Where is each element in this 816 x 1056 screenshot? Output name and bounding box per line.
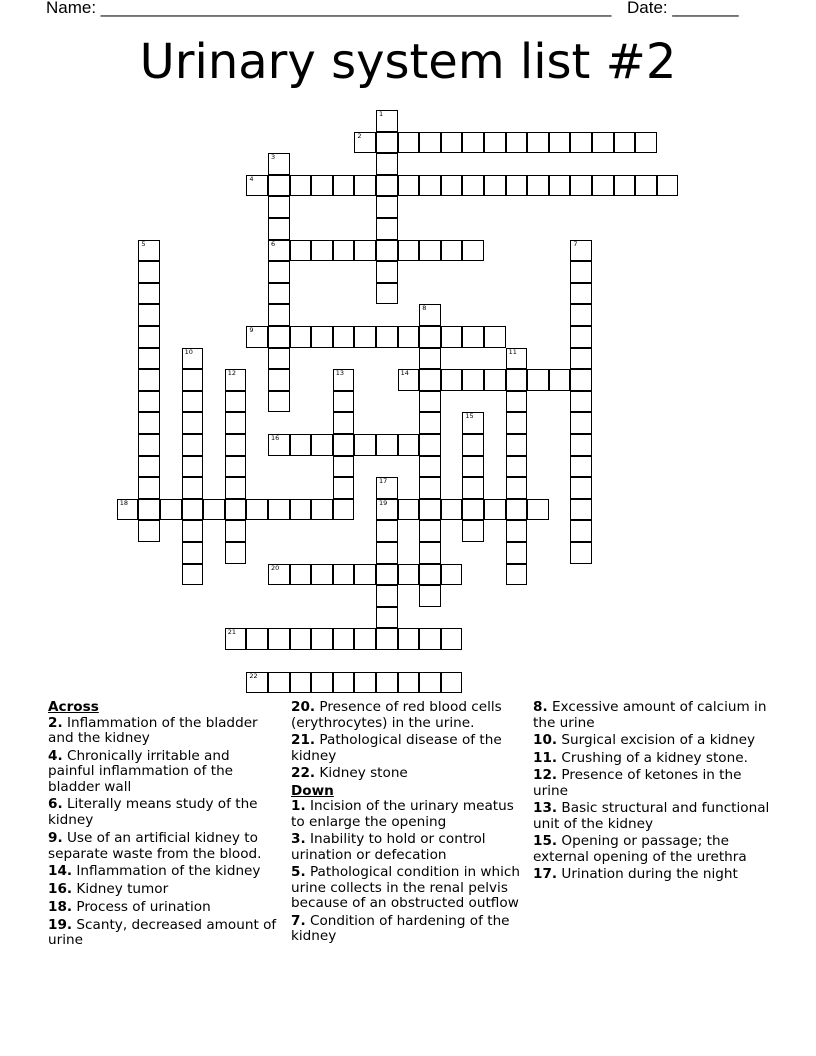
crossword-cell[interactable] bbox=[225, 499, 247, 521]
across-clue: 16. Kidney tumor bbox=[48, 880, 169, 897]
page-title: Urinary system list #2 bbox=[139, 34, 677, 90]
crossword-cell[interactable] bbox=[419, 477, 441, 499]
crossword-cell[interactable] bbox=[182, 369, 204, 391]
crossword-cell[interactable] bbox=[225, 456, 247, 478]
crossword-cell[interactable] bbox=[376, 175, 398, 197]
crossword-cell[interactable] bbox=[462, 477, 484, 499]
crossword-cell[interactable] bbox=[225, 391, 247, 413]
crossword-cell[interactable] bbox=[268, 672, 290, 694]
crossword-cell[interactable] bbox=[333, 326, 355, 348]
crossword-cell[interactable] bbox=[441, 369, 463, 391]
crossword-cell[interactable] bbox=[333, 369, 355, 391]
crossword-cell[interactable] bbox=[506, 499, 528, 521]
crossword-cell[interactable] bbox=[268, 369, 290, 391]
crossword-cell[interactable] bbox=[419, 628, 441, 650]
crossword-cell[interactable] bbox=[570, 391, 592, 413]
crossword-cell[interactable] bbox=[117, 499, 139, 521]
crossword-cell[interactable] bbox=[376, 283, 398, 305]
crossword-cell[interactable] bbox=[419, 132, 441, 154]
crossword-cell[interactable] bbox=[506, 175, 528, 197]
crossword-cell[interactable] bbox=[182, 456, 204, 478]
crossword-cell[interactable] bbox=[376, 153, 398, 175]
crossword-cell[interactable] bbox=[333, 434, 355, 456]
clue-number: 17 bbox=[379, 477, 388, 486]
crossword-cell[interactable] bbox=[268, 196, 290, 218]
crossword-cell[interactable] bbox=[484, 499, 506, 521]
crossword-cell[interactable] bbox=[462, 434, 484, 456]
crossword-cell[interactable] bbox=[376, 542, 398, 564]
crossword-cell[interactable] bbox=[462, 240, 484, 262]
crossword-cell[interactable] bbox=[333, 628, 355, 650]
crossword-cell[interactable] bbox=[506, 477, 528, 499]
crossword-cell[interactable] bbox=[506, 456, 528, 478]
crossword-cell[interactable] bbox=[462, 132, 484, 154]
crossword-cell[interactable] bbox=[462, 499, 484, 521]
crossword-cell[interactable] bbox=[506, 434, 528, 456]
crossword-cell[interactable] bbox=[419, 369, 441, 391]
crossword-cell[interactable] bbox=[268, 304, 290, 326]
clue-number: 8 bbox=[422, 304, 427, 313]
crossword-cell[interactable] bbox=[138, 520, 160, 542]
clue-number: 3 bbox=[271, 153, 276, 162]
clue-number: 6 bbox=[271, 239, 276, 248]
crossword-cell[interactable] bbox=[290, 628, 312, 650]
across-clue: 2. Inflammation of the bladder and the kidney bbox=[48, 714, 258, 746]
clue-number: 22 bbox=[249, 671, 258, 680]
crossword-cell[interactable] bbox=[570, 369, 592, 391]
crossword-cell[interactable] bbox=[311, 240, 333, 262]
crossword-cell[interactable] bbox=[484, 175, 506, 197]
crossword-cell[interactable] bbox=[290, 175, 312, 197]
crossword-cell[interactable] bbox=[333, 175, 355, 197]
crossword-cell[interactable] bbox=[441, 499, 463, 521]
crossword-cell[interactable] bbox=[182, 434, 204, 456]
crossword-cell[interactable] bbox=[225, 477, 247, 499]
crossword-cell[interactable] bbox=[398, 499, 420, 521]
crossword-cell[interactable] bbox=[354, 326, 376, 348]
crossword-cell[interactable] bbox=[419, 304, 441, 326]
clue-number: 15 bbox=[465, 412, 474, 421]
down-clue: 3. Inability to hold or control urination or defecation bbox=[291, 831, 486, 863]
down-heading: Down bbox=[291, 782, 334, 799]
crossword-cell[interactable] bbox=[398, 240, 420, 262]
crossword-cell[interactable] bbox=[462, 412, 484, 434]
crossword-cell[interactable] bbox=[138, 348, 160, 370]
crossword-cell[interactable] bbox=[376, 477, 398, 499]
crossword-cell[interactable] bbox=[138, 456, 160, 478]
crossword-cell[interactable] bbox=[419, 499, 441, 521]
crossword-cell[interactable] bbox=[462, 456, 484, 478]
crossword-cell[interactable] bbox=[570, 175, 592, 197]
crossword-cell[interactable] bbox=[398, 326, 420, 348]
down-clue: 1. Incision of the urinary meatus to enlarge the opening bbox=[291, 798, 514, 830]
crossword-cell[interactable] bbox=[376, 607, 398, 629]
crossword-cell[interactable] bbox=[333, 672, 355, 694]
crossword-cell[interactable] bbox=[506, 520, 528, 542]
crossword-cell[interactable] bbox=[376, 110, 398, 132]
crossword-cell[interactable] bbox=[138, 283, 160, 305]
clue-number: 7 bbox=[573, 239, 578, 248]
across-clue: 14. Inflammation of the kidney bbox=[48, 863, 261, 879]
crossword-cell[interactable] bbox=[398, 369, 420, 391]
down-clue: 17. Urination during the night bbox=[533, 866, 738, 882]
down-clue: 10. Surgical excision of a kidney bbox=[533, 732, 755, 748]
crossword-cell[interactable] bbox=[311, 628, 333, 650]
crossword-cell[interactable] bbox=[484, 132, 506, 154]
crossword-cell[interactable] bbox=[268, 175, 290, 197]
crossword-cell[interactable] bbox=[506, 564, 528, 586]
crossword-cell[interactable] bbox=[311, 499, 333, 521]
clue-number: 16 bbox=[271, 434, 280, 442]
crossword-cell[interactable] bbox=[376, 132, 398, 154]
crossword-cell[interactable] bbox=[268, 628, 290, 650]
crossword-cell[interactable] bbox=[570, 348, 592, 370]
crossword-cell[interactable] bbox=[506, 369, 528, 391]
crossword-cell[interactable] bbox=[268, 218, 290, 240]
crossword-cell[interactable] bbox=[138, 434, 160, 456]
down-clue: 15. Opening or passage; the external opening of the urethra bbox=[533, 833, 747, 865]
crossword-cell[interactable] bbox=[419, 520, 441, 542]
crossword-cell[interactable] bbox=[225, 520, 247, 542]
crossword-cell[interactable] bbox=[549, 132, 571, 154]
crossword-cell[interactable] bbox=[290, 564, 312, 586]
crossword-cell[interactable] bbox=[333, 477, 355, 499]
crossword-cell[interactable] bbox=[354, 175, 376, 197]
crossword-cell[interactable] bbox=[182, 499, 204, 521]
down-clue: 11. Crushing of a kidney stone. bbox=[533, 749, 748, 766]
crossword-cell[interactable] bbox=[441, 628, 463, 650]
crossword-cell[interactable] bbox=[354, 628, 376, 650]
crossword-cell[interactable] bbox=[419, 240, 441, 262]
down-clue: 5. Pathological condition in which urine collects in the renal pelvis because of an obstructed outflow bbox=[291, 864, 521, 911]
across-clue: 18. Process of urination bbox=[48, 899, 211, 915]
clue-number: 18 bbox=[119, 498, 129, 507]
crossword-cell[interactable] bbox=[549, 175, 571, 197]
crossword-cell[interactable] bbox=[311, 175, 333, 197]
crossword-cell[interactable] bbox=[376, 218, 398, 240]
crossword-cell[interactable] bbox=[268, 283, 290, 305]
crossword-cell[interactable] bbox=[376, 628, 398, 650]
name-field-label: Name: ______________________________________________________ bbox=[46, 0, 612, 17]
clue-number: 10 bbox=[184, 347, 193, 356]
crossword-cell[interactable] bbox=[246, 499, 268, 521]
crossword-cell[interactable] bbox=[376, 326, 398, 348]
crossword-cell[interactable] bbox=[376, 434, 398, 456]
crossword-cell[interactable] bbox=[462, 175, 484, 197]
crossword-cell[interactable] bbox=[484, 369, 506, 391]
crossword-cell[interactable] bbox=[570, 240, 592, 262]
crossword-cell[interactable] bbox=[182, 520, 204, 542]
crossword-cell[interactable] bbox=[182, 348, 204, 370]
crossword-cell[interactable] bbox=[182, 391, 204, 413]
crossword-cell[interactable] bbox=[419, 542, 441, 564]
crossword-cell[interactable] bbox=[441, 132, 463, 154]
crossword-cell[interactable] bbox=[441, 564, 463, 586]
crossword-cell[interactable] bbox=[570, 434, 592, 456]
crossword-cell[interactable] bbox=[614, 132, 636, 154]
crossword-cell[interactable] bbox=[376, 196, 398, 218]
crossword-cell[interactable] bbox=[592, 132, 614, 154]
date-field-label: Date: _______ bbox=[627, 0, 739, 17]
crossword-cell[interactable] bbox=[398, 175, 420, 197]
crossword-cell[interactable] bbox=[268, 391, 290, 413]
crossword-cell[interactable] bbox=[376, 499, 398, 521]
crossword-cell[interactable] bbox=[354, 434, 376, 456]
crossword-cell[interactable] bbox=[138, 326, 160, 348]
crossword-cell[interactable] bbox=[570, 283, 592, 305]
across-clue: 4. Chronically irritable and painful inflammation of the bladder wall bbox=[48, 747, 234, 795]
down-clue: 8. Excessive amount of calcium in the urine bbox=[533, 699, 767, 731]
crossword-cell[interactable] bbox=[419, 456, 441, 478]
crossword-cell[interactable] bbox=[527, 175, 549, 197]
crossword-cell[interactable] bbox=[441, 326, 463, 348]
crossword-cell[interactable] bbox=[398, 434, 420, 456]
clue-number: 12 bbox=[227, 369, 237, 378]
crossword-cell[interactable] bbox=[419, 564, 441, 586]
crossword-cell[interactable] bbox=[419, 434, 441, 456]
crossword-cell[interactable] bbox=[311, 326, 333, 348]
clue-number: 13 bbox=[335, 369, 345, 378]
clue-number: 19 bbox=[379, 498, 388, 507]
crossword-cell[interactable] bbox=[570, 132, 592, 154]
clue-number: 4 bbox=[249, 174, 254, 183]
crossword-cell[interactable] bbox=[570, 542, 592, 564]
clue-number: 1 bbox=[379, 110, 384, 118]
crossword-cell[interactable] bbox=[570, 477, 592, 499]
crossword-cell[interactable] bbox=[333, 391, 355, 413]
across-clue: 22. Kidney stone bbox=[291, 765, 408, 781]
crossword-cell[interactable] bbox=[290, 434, 312, 456]
crossword-cell[interactable] bbox=[419, 412, 441, 434]
crossword-cell[interactable] bbox=[527, 369, 549, 391]
crossword-cell[interactable] bbox=[635, 132, 657, 154]
across-clue: 19. Scanty, decreased amount of urine bbox=[48, 916, 277, 948]
crossword-cell[interactable] bbox=[138, 477, 160, 499]
across-clue: 9. Use of an artificial kidney to separate waste from the blood. bbox=[48, 830, 262, 862]
clues-column-2 bbox=[291, 700, 526, 947]
crossword-cell[interactable] bbox=[376, 240, 398, 262]
crossword-cell[interactable] bbox=[462, 326, 484, 348]
crossword-cell[interactable] bbox=[398, 132, 420, 154]
clue-number: 2 bbox=[357, 131, 362, 140]
crossword-cell[interactable] bbox=[311, 672, 333, 694]
crossword-cell[interactable] bbox=[635, 175, 657, 197]
crossword-cell[interactable] bbox=[419, 175, 441, 197]
clue-number: 21 bbox=[227, 628, 237, 637]
crossword-cell[interactable] bbox=[398, 672, 420, 694]
crossword-cell[interactable] bbox=[182, 412, 204, 434]
crossword-cell[interactable] bbox=[419, 348, 441, 370]
crossword-cell[interactable] bbox=[506, 542, 528, 564]
crossword-cell[interactable] bbox=[138, 391, 160, 413]
clue-number: 5 bbox=[141, 239, 146, 248]
crossword-cell[interactable] bbox=[182, 542, 204, 564]
crossword-cell[interactable] bbox=[376, 564, 398, 586]
crossword-cell[interactable] bbox=[398, 628, 420, 650]
crossword-cell[interactable] bbox=[441, 175, 463, 197]
crossword-cell[interactable] bbox=[441, 672, 463, 694]
crossword-cell[interactable] bbox=[225, 542, 247, 564]
crossword-cell[interactable] bbox=[657, 175, 679, 197]
crossword-cell[interactable] bbox=[376, 672, 398, 694]
crossword-cell[interactable] bbox=[290, 326, 312, 348]
crossword-cell[interactable] bbox=[376, 585, 398, 607]
crossword-cell[interactable] bbox=[419, 391, 441, 413]
crossword-cell[interactable] bbox=[398, 564, 420, 586]
crossword-cell[interactable] bbox=[506, 348, 528, 370]
crossword-cell[interactable] bbox=[268, 348, 290, 370]
crossword-cell[interactable] bbox=[225, 412, 247, 434]
crossword-cell[interactable] bbox=[225, 369, 247, 391]
crossword-cell[interactable] bbox=[570, 304, 592, 326]
crossword-cell[interactable] bbox=[376, 520, 398, 542]
crossword-cell[interactable] bbox=[506, 412, 528, 434]
crossword-cell[interactable] bbox=[160, 499, 182, 521]
crossword-cell[interactable] bbox=[506, 132, 528, 154]
crossword-cell[interactable] bbox=[182, 477, 204, 499]
crossword-cell[interactable] bbox=[203, 499, 225, 521]
crossword-cell[interactable] bbox=[549, 369, 571, 391]
clue-number: 14 bbox=[400, 369, 409, 378]
down-clue: 12. Presence of ketones in the urine bbox=[533, 767, 742, 799]
crossword-cell[interactable] bbox=[268, 499, 290, 521]
crossword-cell[interactable] bbox=[354, 564, 376, 586]
across-heading: Across bbox=[48, 699, 99, 715]
crossword-cell[interactable] bbox=[138, 304, 160, 326]
clues-column-3 bbox=[533, 700, 773, 885]
crossword-cell[interactable] bbox=[441, 240, 463, 262]
crossword-cell[interactable] bbox=[268, 153, 290, 175]
clues-column-1 bbox=[48, 700, 278, 951]
crossword-cell[interactable] bbox=[592, 175, 614, 197]
clue-number: 20 bbox=[271, 563, 280, 572]
crossword-cell[interactable] bbox=[570, 520, 592, 542]
crossword-cell[interactable] bbox=[138, 261, 160, 283]
crossword-cell[interactable] bbox=[246, 628, 268, 650]
crossword-cell[interactable] bbox=[333, 564, 355, 586]
crossword-cell[interactable] bbox=[570, 261, 592, 283]
crossword-cell[interactable] bbox=[290, 499, 312, 521]
across-clue: 6. Literally means study of the kidney bbox=[48, 796, 258, 828]
down-clue: 7. Condition of hardening of the kidney bbox=[291, 912, 510, 944]
crossword-cell[interactable] bbox=[333, 456, 355, 478]
crossword-cell[interactable] bbox=[484, 326, 506, 348]
crossword-cell[interactable] bbox=[225, 628, 247, 650]
crossword-cell[interactable] bbox=[354, 132, 376, 154]
crossword-cell[interactable] bbox=[182, 564, 204, 586]
crossword-cell[interactable] bbox=[311, 434, 333, 456]
crossword-cell[interactable] bbox=[268, 240, 290, 262]
crossword-cell[interactable] bbox=[354, 240, 376, 262]
crossword-cell[interactable] bbox=[419, 585, 441, 607]
crossword-cell[interactable] bbox=[138, 369, 160, 391]
crossword-cell[interactable] bbox=[268, 434, 290, 456]
crossword-cell[interactable] bbox=[506, 391, 528, 413]
crossword-cell[interactable] bbox=[376, 261, 398, 283]
crossword-cell[interactable] bbox=[527, 499, 549, 521]
crossword-cell[interactable] bbox=[290, 672, 312, 694]
crossword-cell[interactable] bbox=[333, 240, 355, 262]
crossword-cell[interactable] bbox=[138, 499, 160, 521]
crossword-cell[interactable] bbox=[311, 564, 333, 586]
crossword-cell[interactable] bbox=[290, 240, 312, 262]
down-clue: 13. Basic structural and functional unit of the kidney bbox=[533, 800, 770, 832]
crossword-cell[interactable] bbox=[462, 520, 484, 542]
crossword-cell[interactable] bbox=[246, 326, 268, 348]
crossword-cell[interactable] bbox=[333, 412, 355, 434]
crossword-cell[interactable] bbox=[614, 175, 636, 197]
crossword-cell[interactable] bbox=[225, 434, 247, 456]
crossword-cell[interactable] bbox=[268, 326, 290, 348]
crossword-cell[interactable] bbox=[333, 499, 355, 521]
crossword-cell[interactable] bbox=[268, 261, 290, 283]
crossword-cell[interactable] bbox=[419, 326, 441, 348]
crossword-cell[interactable] bbox=[419, 672, 441, 694]
crossword-cell[interactable] bbox=[246, 672, 268, 694]
crossword-cell[interactable] bbox=[527, 132, 549, 154]
crossword-cell[interactable] bbox=[570, 456, 592, 478]
crossword-cell[interactable] bbox=[268, 564, 290, 586]
crossword-cell[interactable] bbox=[570, 499, 592, 521]
across-clue: 21. Pathological disease of the kidney bbox=[291, 732, 502, 764]
across-clue: 20. Presence of red blood cells (erythrocytes) in the urine. bbox=[291, 699, 502, 731]
crossword-cell[interactable] bbox=[570, 326, 592, 348]
crossword-cell[interactable] bbox=[246, 175, 268, 197]
crossword-cell[interactable] bbox=[570, 412, 592, 434]
clue-number: 11 bbox=[508, 347, 517, 356]
crossword-cell[interactable] bbox=[138, 240, 160, 262]
crossword-cell[interactable] bbox=[138, 412, 160, 434]
crossword-cell[interactable] bbox=[354, 672, 376, 694]
clue-number: 9 bbox=[249, 326, 254, 334]
crossword-cell[interactable] bbox=[462, 369, 484, 391]
